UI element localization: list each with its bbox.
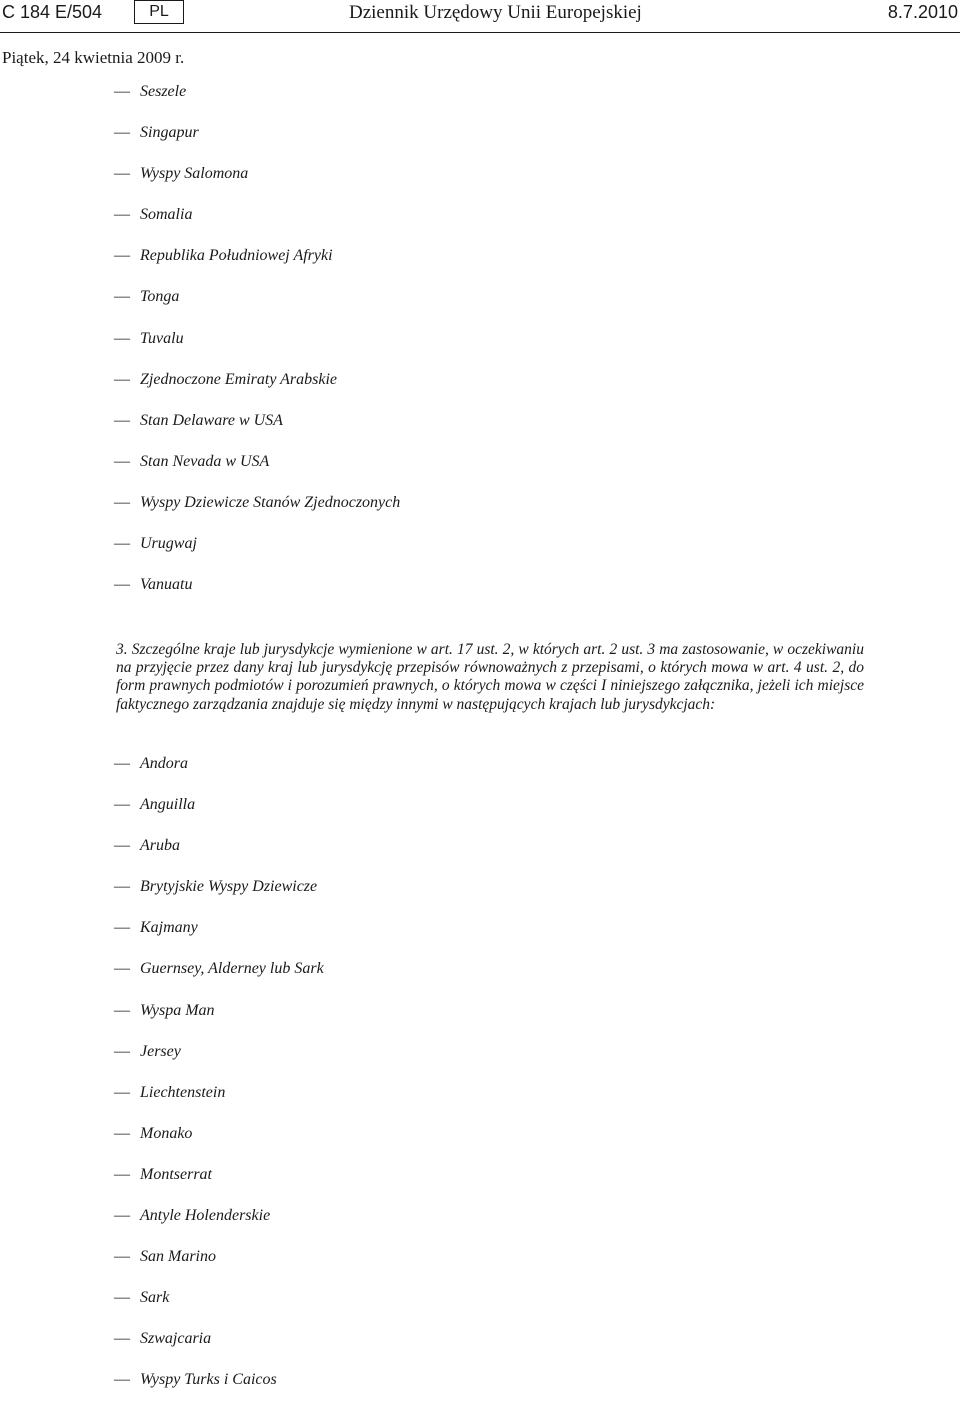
em-dash-bullet: — [114,206,130,224]
list-item [114,837,324,878]
jurisdiction-list-a [114,83,400,617]
list-item-label: Jersey [140,1042,181,1060]
list-item-label: Republika Południowej Afryki [140,247,333,265]
list-item [114,1166,324,1207]
list-item-label: San Marino [140,1248,216,1266]
list-item-label: Tonga [140,288,180,306]
jurisdiction-list-b [114,755,324,1413]
list-item [114,124,400,165]
list-item-label: Tuvalu [140,329,184,347]
list-item-label: Szwajcaria [140,1330,212,1348]
em-dash-bullet: — [114,329,130,347]
em-dash-bullet: — [114,878,130,896]
list-item-label: Wyspa Man [140,1001,215,1019]
list-item [114,371,400,412]
list-item-label: Somalia [140,206,193,224]
em-dash-bullet: — [114,576,130,594]
list-item [114,247,400,288]
page-header [0,0,960,30]
list-item-label: Singapur [140,124,199,142]
list-item-label: Guernsey, Alderney lub Sark [140,960,324,978]
list-item [114,330,400,371]
list-item-label: Stan Delaware w USA [140,411,283,429]
page-reference: C 184 E/504 [2,2,103,22]
list-item-label: Urugwaj [140,535,197,553]
em-dash-bullet: — [114,288,130,306]
em-dash-bullet: — [114,452,130,470]
list-item [114,919,324,960]
list-item [114,206,400,247]
em-dash-bullet: — [114,370,130,388]
list-item-label: Andora [140,755,188,772]
list-item-label: Seszele [140,83,187,100]
list-item [114,576,400,617]
em-dash-bullet: — [114,1083,130,1101]
em-dash-bullet: — [114,1165,130,1183]
em-dash-bullet: — [114,1042,130,1060]
list-item [114,494,400,535]
publication-date: 8.7.2010 [887,2,958,22]
em-dash-bullet: — [114,493,130,511]
list-item [114,755,324,796]
em-dash-bullet: — [114,411,130,429]
em-dash-bullet: — [114,247,130,265]
list-item [114,1289,324,1330]
list-item-label: Sark [140,1289,170,1307]
list-item [114,1330,324,1371]
em-dash-bullet: — [114,796,130,814]
list-item [114,165,400,206]
em-dash-bullet: — [114,535,130,553]
em-dash-bullet: — [114,960,130,978]
list-item [114,1371,324,1412]
paragraph-3: 3. Szczególne kraje lub jurysdykcje wymienione w art. 17 ust. 2, w których art. 2 ust. 3 ma zastosowanie, w oczekiwaniu na przyjęcie przez dany kraj lub jurysdykcję przepisów równoważnych z przepisami, o których mowa w art. 4 ust. 2, do form prawnych podmiotów i porozumień prawnych, o których mowa w części I niniejszego załącznika, jeżeli ich miejsce faktycznego zarządzania znajduje się między innymi w następujących krajach lub jurysdykcjach: [116,641,864,713]
session-date: Piątek, 24 kwietnia 2009 r. [2,48,185,67]
list-item-label: Montserrat [140,1165,212,1183]
em-dash-bullet: — [114,1371,130,1389]
list-item-label: Anguilla [140,796,196,814]
list-item [114,453,400,494]
list-item [114,878,324,919]
list-item [114,1043,324,1084]
list-item [114,1207,324,1248]
list-item-label: Monako [140,1124,193,1142]
list-item [114,412,400,453]
language-badge: PL [134,0,184,24]
em-dash-bullet: — [114,1001,130,1019]
list-item-label: Wyspy Turks i Caicos [140,1371,277,1389]
em-dash-bullet: — [114,83,130,100]
em-dash-bullet: — [114,919,130,937]
em-dash-bullet: — [114,1124,130,1142]
em-dash-bullet: — [114,755,130,772]
list-item-label: Brytyjskie Wyspy Dziewicze [140,878,318,896]
list-item-label: Vanuatu [140,576,193,594]
header-divider [0,32,960,33]
em-dash-bullet: — [114,1289,130,1307]
list-item [114,796,324,837]
list-item [114,1248,324,1289]
list-item-label: Aruba [140,837,180,855]
em-dash-bullet: — [114,165,130,183]
list-item-label: Wyspy Dziewicze Stanów Zjednoczonych [140,493,401,511]
list-item-label: Kajmany [140,919,198,937]
em-dash-bullet: — [114,837,130,855]
em-dash-bullet: — [114,1330,130,1348]
list-item [114,535,400,576]
em-dash-bullet: — [114,124,130,142]
list-item-label: Antyle Holenderskie [140,1207,271,1225]
list-item-label: Zjednoczone Emiraty Arabskie [140,370,338,388]
list-item-label: Liechtenstein [140,1083,226,1101]
list-item [114,288,400,329]
em-dash-bullet: — [114,1248,130,1266]
em-dash-bullet: — [114,1207,130,1225]
list-item [114,83,400,124]
list-item-label: Stan Nevada w USA [140,452,270,470]
list-item [114,1002,324,1043]
list-item-label: Wyspy Salomona [140,165,249,183]
list-item [114,1084,324,1125]
journal-title: Dziennik Urzędowy Unii Europejskiej [349,2,642,23]
list-item [114,960,324,1001]
list-item [114,1125,324,1166]
